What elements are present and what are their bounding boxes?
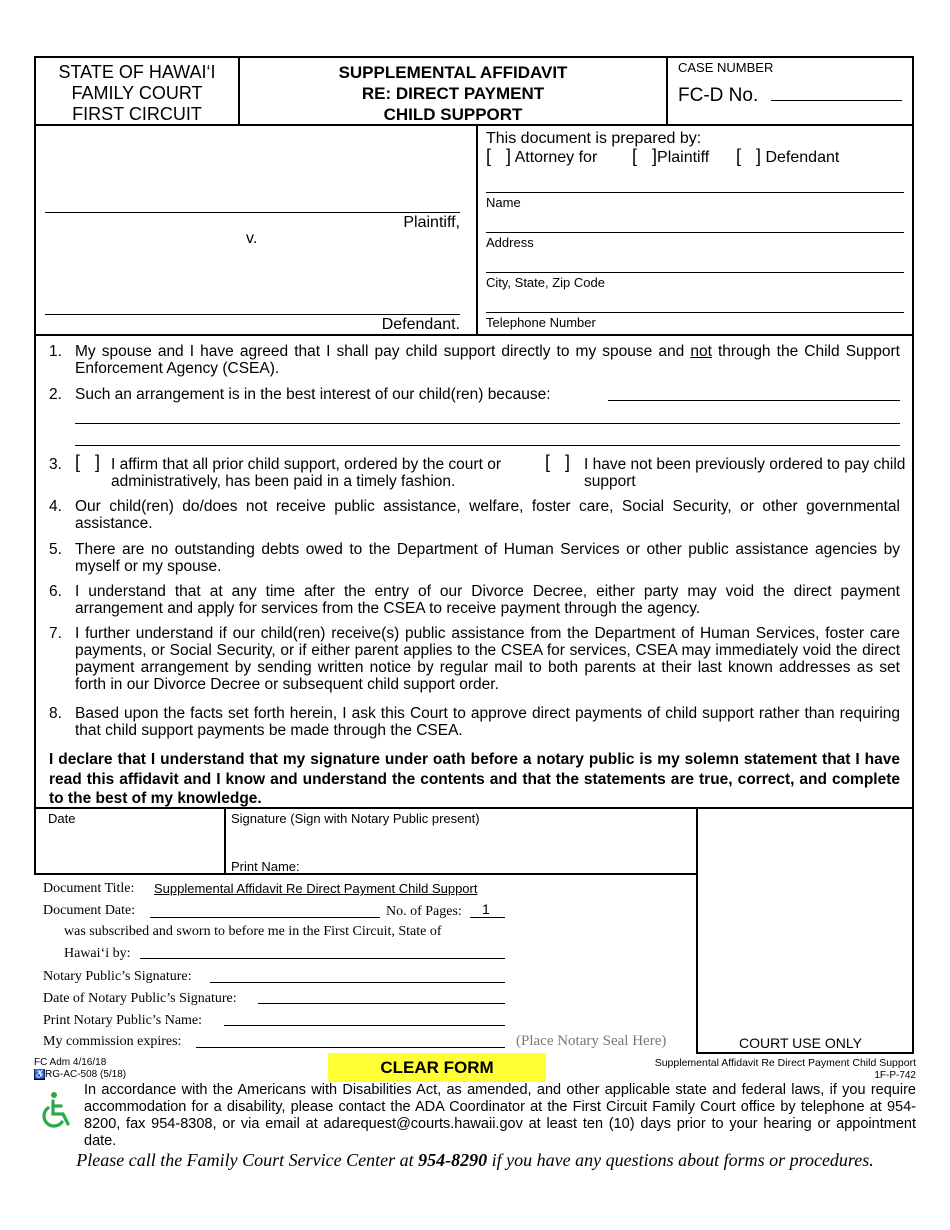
statement-1-not: not — [690, 343, 712, 360]
statement-8: Based upon the facts set forth herein, I ask this Court to approve direct payments of child support rather than requiring that child support payments be made through the CSEA. — [75, 705, 900, 739]
statement-number: 3. — [49, 456, 62, 473]
statement-1 — [75, 343, 900, 377]
commission-field[interactable] — [196, 1047, 505, 1048]
divider — [666, 58, 668, 126]
statement-number: 5. — [49, 541, 62, 558]
plaintiff-checkbox[interactable]: [ ] — [632, 146, 658, 166]
fc-adm-code: FC Adm 4/16/18 — [34, 1057, 107, 1068]
declaration: I declare that I understand that my signature under oath before a notary public is my solemn statement that I have read this affidavit and I know and understand the contents and that the statements are true, correct, and complete to the best of my knowledge. — [49, 751, 900, 807]
statement-1-end: through the Child Support Enforcement Agency (CSEA). — [75, 343, 900, 377]
plaintiff-option — [632, 146, 709, 167]
statement-6: I understand that at any time after the entry of our Divorce Decree, either party may void the direct payment arrangement and apply for services from the CSEA to receive payment through the agency. — [75, 583, 900, 617]
wheelchair-icon: ♿ — [34, 1069, 46, 1079]
attorney-label: Attorney for — [514, 149, 598, 166]
not-ordered-checkbox[interactable]: [ ] — [545, 452, 571, 472]
plaintiff-name-field[interactable] — [45, 212, 460, 213]
ada-notice: In accordance with the Americans with Disabilities Act, as amended, and other applicable state and federal laws, if you require accommodation for a disability, please contact the ADA Coordinator at the First Circuit Family Court office by telephone at 954-8200, fax 954-8308, or via email at adarequest@courts.hawaii.gov at least ten (10) days prior to your hearing or appointment date. — [84, 1082, 916, 1149]
statement-number: 7. — [49, 625, 62, 642]
notary-seal-label: (Place Notary Seal Here) — [516, 1033, 667, 1049]
defendant-label: Defendant. — [381, 316, 460, 333]
print-name-field[interactable] — [310, 855, 694, 872]
signature-label: Signature (Sign with Notary Public present) — [231, 811, 480, 826]
affirm-paid-checkbox[interactable]: [ ] — [75, 452, 101, 472]
statement-3a: I affirm that all prior child support, ordered by the court or administratively, has been paid in a timely fashion. — [111, 456, 501, 490]
state-name: STATE OF HAWAI‘I — [58, 62, 216, 82]
statement-3b: I have not been previously ordered to pay child support — [584, 456, 906, 490]
call-text-post: if you have any questions about forms or procedures. — [491, 1150, 874, 1170]
divider — [476, 126, 478, 336]
pages-field[interactable] — [470, 917, 505, 918]
notary-signature-field[interactable] — [210, 982, 505, 983]
address-label: Address — [486, 235, 534, 250]
affiant-name-field[interactable] — [140, 958, 505, 959]
title-line-1: SUPPLEMENTAL AFFIDAVIT — [338, 63, 568, 82]
attorney-checkbox[interactable]: [ ] — [486, 146, 512, 166]
date-field[interactable] — [36, 826, 222, 872]
statement-4: Our child(ren) do/does not receive public assistance, welfare, foster care, Social Security, or other governmental assistance. — [75, 498, 900, 532]
rg-ac-code: RG-AC-508 (5/18) — [45, 1069, 127, 1081]
rg-ac-code-row — [34, 1069, 126, 1080]
statement-number: 1. — [49, 343, 62, 360]
commission-label: My commission expires: — [43, 1034, 182, 1049]
divider — [34, 873, 698, 875]
form-code: 1F-P-742 — [874, 1070, 916, 1081]
form-name: Supplemental Affidavit Re Direct Payment Child Support — [654, 1057, 916, 1069]
statement-7: I further understand if our child(ren) receive(s) public assistance from the Department of Human Services, foster care payments, or Social Security, or if either parent applies to the CSEA for services, CSEA may immediately void the direct payment arrangement by sending written notice by regular mail to both parents at their last known addresses as set forth in our Divorce Decree or subsequent child support order. — [75, 625, 900, 693]
sworn-text: was subscribed and sworn to before me in the First Circuit, State of — [64, 924, 442, 939]
statement-number: 4. — [49, 498, 62, 515]
defendant-option-label: Defendant — [765, 149, 840, 166]
city-state-zip-field[interactable] — [486, 272, 904, 273]
statement-2: Such an arrangement is in the best interest of our child(ren) because: — [75, 386, 551, 403]
court-type: FAMILY COURT — [71, 83, 203, 103]
divider — [224, 809, 226, 874]
pages-value: 1 — [482, 901, 490, 917]
clear-form-button[interactable]: CLEAR FORM — [328, 1053, 546, 1082]
best-interest-field[interactable] — [608, 400, 900, 401]
doc-title-label: Document Title: — [43, 881, 135, 896]
accessibility-icon — [36, 1090, 76, 1130]
plaintiff-option-label: Plaintiff — [657, 149, 710, 166]
service-center-notice — [0, 1150, 950, 1171]
defendant-option — [736, 146, 839, 167]
print-name-label: Print Name: — [231, 859, 300, 874]
circuit-name: FIRST CIRCUIT — [72, 104, 202, 124]
court-name — [36, 62, 238, 125]
call-number: 954-8290 — [418, 1150, 488, 1170]
statement-1-text: My spouse and I have agreed that I shall pay child support directly to my spouse and — [75, 343, 685, 360]
notary-signature-label: Notary Public’s Signature: — [43, 969, 192, 984]
statement-number: 8. — [49, 705, 62, 722]
date-label: Date — [48, 811, 76, 826]
statement-5: There are no outstanding debts owed to the Department of Human Services or other public assistance agencies by myself or my spouse. — [75, 541, 900, 575]
defendant-checkbox[interactable]: [ ] — [736, 146, 762, 166]
case-number-field[interactable] — [771, 100, 902, 101]
sworn-text-2: Hawai‘i by: — [64, 946, 131, 961]
doc-title-value: Supplemental Affidavit Re Direct Payment Child Support — [154, 881, 478, 896]
print-notary-label: Print Notary Public’s Name: — [43, 1013, 203, 1028]
document-title — [240, 62, 666, 125]
title-line-2: RE: DIRECT PAYMENT — [361, 84, 545, 103]
statement-number: 6. — [49, 583, 62, 600]
title-line-3: CHILD SUPPORT — [383, 105, 523, 124]
pages-label: No. of Pages: — [386, 904, 462, 919]
divider — [696, 1052, 914, 1054]
preparer-options — [486, 146, 597, 167]
name-label: Name — [486, 195, 521, 210]
case-number-label: CASE NUMBER — [678, 60, 774, 75]
telephone-field[interactable] — [486, 312, 904, 313]
versus-label: v. — [246, 230, 258, 247]
call-text-pre: Please call the Family Court Service Center at — [76, 1150, 414, 1170]
best-interest-field-line-3[interactable] — [75, 445, 900, 446]
plaintiff-label: Plaintiff, — [403, 214, 460, 231]
doc-date-field[interactable] — [150, 917, 380, 918]
case-prefix: FC-D No. — [678, 85, 759, 106]
divider — [696, 809, 698, 1054]
notary-date-field[interactable] — [258, 1003, 505, 1004]
name-field[interactable] — [486, 192, 904, 193]
best-interest-field-line-2[interactable] — [75, 423, 900, 424]
telephone-label: Telephone Number — [486, 315, 596, 330]
address-field[interactable] — [486, 232, 904, 233]
defendant-name-field[interactable] — [45, 314, 460, 315]
statement-number: 2. — [49, 386, 62, 403]
court-use-label: COURT USE ONLY — [739, 1035, 862, 1051]
divider — [912, 809, 914, 1054]
doc-date-label: Document Date: — [43, 903, 136, 918]
notary-date-label: Date of Notary Public’s Signature: — [43, 991, 237, 1006]
print-notary-field[interactable] — [224, 1025, 505, 1026]
city-state-zip-label: City, State, Zip Code — [486, 275, 605, 290]
prepared-by-label: This document is prepared by: — [486, 130, 702, 147]
